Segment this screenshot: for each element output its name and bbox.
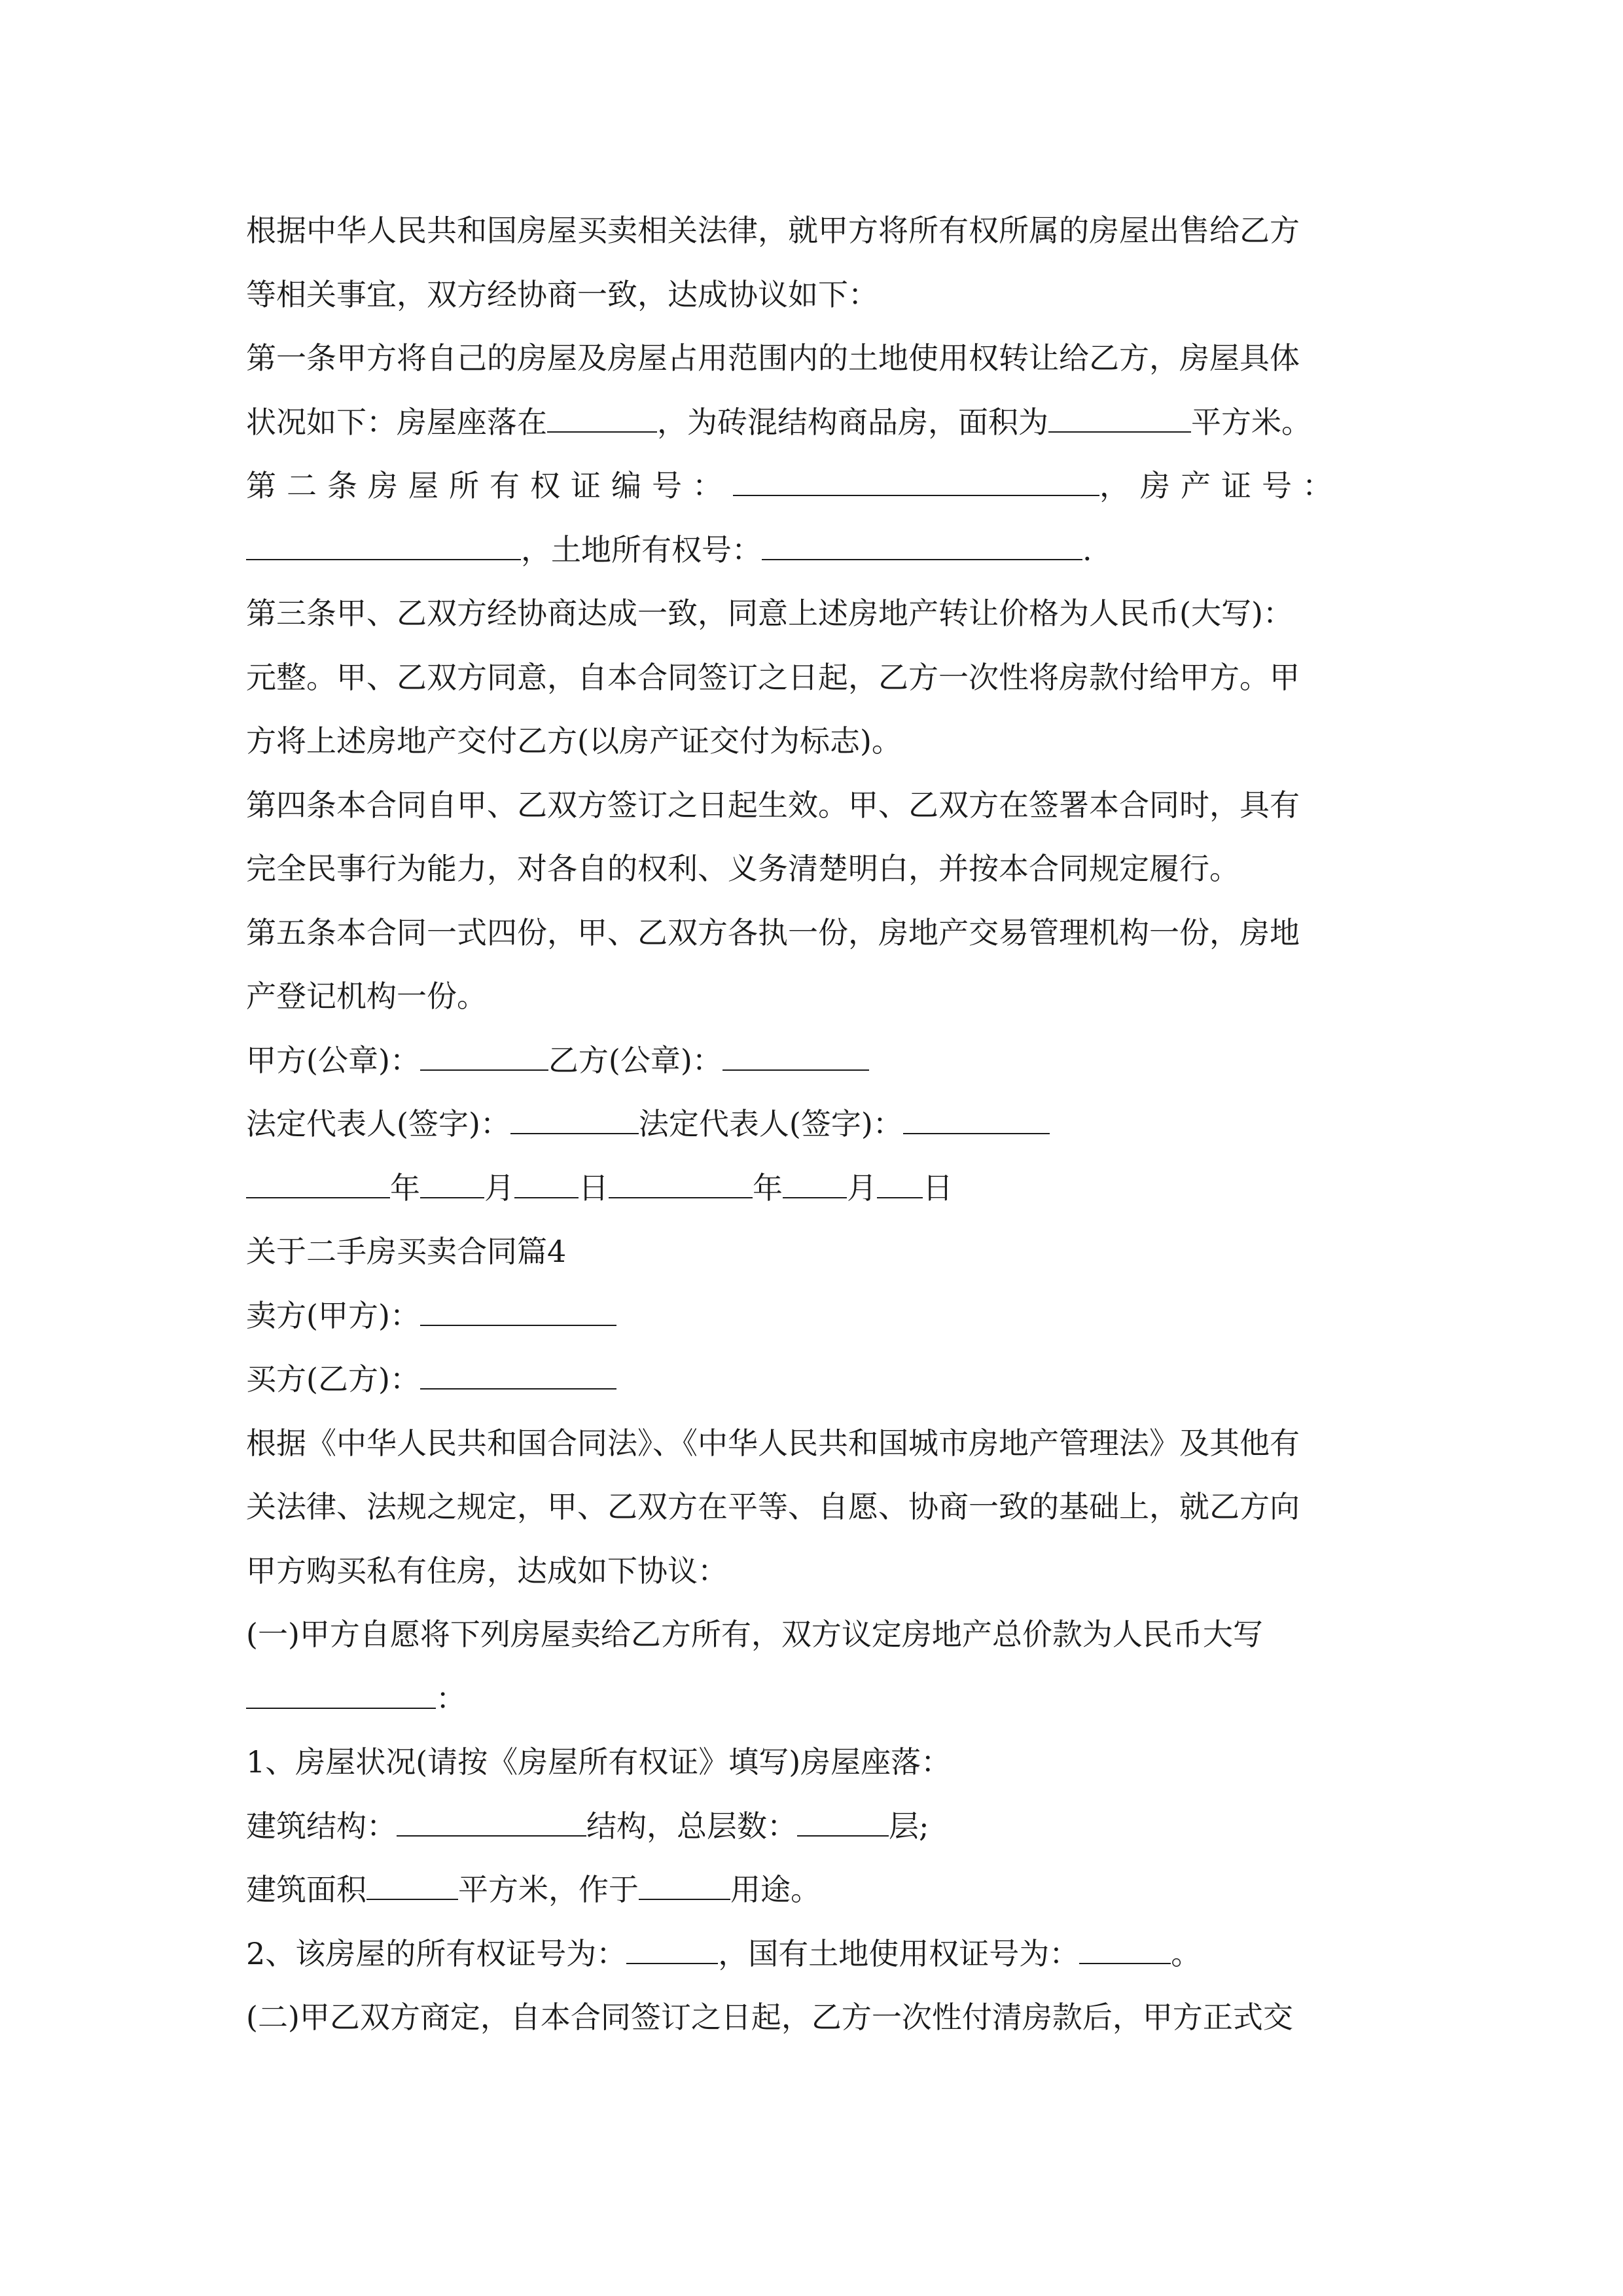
fill-blank[interactable] — [733, 466, 1099, 496]
paragraph-line: 方将上述房地产交付乙方(以房产证交付为标志)。 — [246, 723, 902, 759]
fill-blank[interactable] — [626, 1934, 718, 1964]
date-line — [246, 1168, 1398, 1208]
fill-blank[interactable] — [366, 1870, 458, 1900]
paragraph-line — [246, 466, 1398, 505]
text-segment: 结构，总层数： — [586, 1808, 797, 1844]
text-segment: ，土地所有权号： — [521, 532, 762, 567]
paragraph-line: (一)甲方自愿将下列房屋卖给乙方所有，双方议定房地产总价款为人民币大写 — [246, 1617, 1263, 1652]
signature-line — [246, 1104, 1398, 1143]
fill-blank[interactable] — [722, 1041, 869, 1071]
signature-line — [246, 1041, 1398, 1080]
paragraph-line — [246, 1806, 1398, 1846]
text-segment: 层; — [889, 1808, 929, 1844]
month-label: 月 — [847, 1170, 877, 1206]
text-segment: ： — [436, 1681, 466, 1716]
fill-blank[interactable] — [762, 530, 1082, 560]
fill-blank[interactable] — [420, 1296, 616, 1326]
fill-blank[interactable] — [1048, 403, 1191, 433]
seller-label: 卖方(甲方)： — [246, 1298, 420, 1333]
paragraph-line: 第五条本合同一式四份，甲、乙双方各执一份，房地产交易管理机构一份，房地 — [246, 915, 1300, 950]
fill-blank[interactable] — [397, 1806, 586, 1837]
fill-blank[interactable] — [797, 1806, 889, 1837]
day-label: 日 — [579, 1170, 609, 1206]
text-segment: 2、该房屋的所有权证号为： — [246, 1936, 627, 1971]
paragraph-line: 第三条甲、乙双方经协商达成一致，同意上述房地产转让价格为人民币(大写)： — [246, 596, 1293, 631]
section-title: 关于二手房买卖合同篇4 — [246, 1234, 567, 1269]
paragraph-line: (二)甲乙双方商定，自本合同签订之日起，乙方一次性付清房款后，甲方正式交 — [246, 2000, 1293, 2035]
fill-blank[interactable] — [609, 1168, 753, 1198]
fill-blank[interactable] — [246, 1168, 390, 1198]
fill-blank[interactable] — [420, 1359, 616, 1390]
year-label: 年 — [753, 1170, 783, 1206]
paragraph-line: 产登记机构一份。 — [246, 978, 487, 1014]
fill-blank[interactable] — [903, 1104, 1050, 1134]
fill-blank[interactable] — [877, 1168, 923, 1198]
paragraph-line: 第四条本合同自甲、乙双方签订之日起生效。甲、乙双方在签署本合同时，具有 — [246, 787, 1300, 823]
fill-blank[interactable] — [514, 1168, 579, 1198]
party-b-seal-label: 乙方(公章)： — [548, 1043, 722, 1078]
paragraph-line: 根据《中华人民共和国合同法》、《中华人民共和国城市房地产管理法》及其他有 — [246, 1426, 1300, 1461]
fill-blank[interactable] — [246, 530, 521, 560]
day-label: 日 — [923, 1170, 953, 1206]
text-segment: 。 — [1171, 1936, 1202, 1971]
paragraph-line — [246, 1679, 1398, 1718]
seller-line — [246, 1296, 1398, 1335]
paragraph-line — [246, 1870, 1398, 1909]
paragraph-line: 1、房屋状况(请按《房屋所有权证》填写)房屋座落： — [246, 1744, 952, 1780]
buyer-line — [246, 1359, 1398, 1399]
paragraph-line — [246, 530, 1398, 569]
year-label: 年 — [390, 1170, 420, 1206]
text-segment: ，房产证号： — [1099, 468, 1343, 503]
text-segment: 状况如下：房屋座落在 — [246, 404, 547, 440]
text-segment: 用途。 — [730, 1872, 821, 1907]
party-b-rep-label: 法定代表人(签字)： — [638, 1106, 903, 1141]
paragraph-line: 第一条甲方将自己的房屋及房屋占用范围内的土地使用权转让给乙方，房屋具体 — [246, 340, 1300, 376]
paragraph-line: 完全民事行为能力，对各自的权利、义务清楚明白，并按本合同规定履行。 — [246, 851, 1240, 886]
party-a-rep-label: 法定代表人(签字)： — [246, 1106, 510, 1141]
paragraph-line — [246, 403, 1398, 442]
text-segment: 平方米。 — [1191, 404, 1311, 440]
paragraph-line: 甲方购买私有住房，达成如下协议： — [246, 1553, 728, 1588]
fill-blank[interactable] — [783, 1168, 847, 1198]
fill-blank[interactable] — [547, 403, 657, 433]
paragraph-line: 关法律、法规之规定，甲、乙双方在平等、自愿、协商一致的基础上，就乙方向 — [246, 1489, 1300, 1524]
text-segment: 平方米，作于 — [458, 1872, 639, 1907]
paragraph-line: 元整。甲、乙双方同意，自本合同签订之日起，乙方一次性将房款付给甲方。甲 — [246, 660, 1300, 695]
fill-blank[interactable] — [246, 1679, 436, 1709]
paragraph-line: 根据中华人民共和国房屋买卖相关法律，就甲方将所有权所属的房屋出售给乙方 — [246, 213, 1300, 248]
paragraph-line: 等相关事宜，双方经协商一致，达成协议如下： — [246, 277, 878, 312]
fill-blank[interactable] — [1079, 1934, 1171, 1964]
fill-blank[interactable] — [510, 1104, 639, 1134]
buyer-label: 买方(乙方)： — [246, 1361, 420, 1397]
text-segment: 第二条房屋所有权证编号： — [246, 468, 733, 503]
text-segment: ，为砖混结构商品房，面积为 — [657, 404, 1048, 440]
text-segment: ，国有土地使用权证号为： — [718, 1936, 1080, 1971]
text-segment: . — [1082, 532, 1092, 567]
text-segment: 建筑面积 — [246, 1872, 366, 1907]
fill-blank[interactable] — [420, 1168, 484, 1198]
party-a-seal-label: 甲方(公章)： — [246, 1043, 420, 1078]
text-segment: 建筑结构： — [246, 1808, 397, 1844]
fill-blank[interactable] — [420, 1041, 548, 1071]
paragraph-line — [246, 1934, 1398, 1973]
fill-blank[interactable] — [639, 1870, 730, 1900]
month-label: 月 — [484, 1170, 514, 1206]
